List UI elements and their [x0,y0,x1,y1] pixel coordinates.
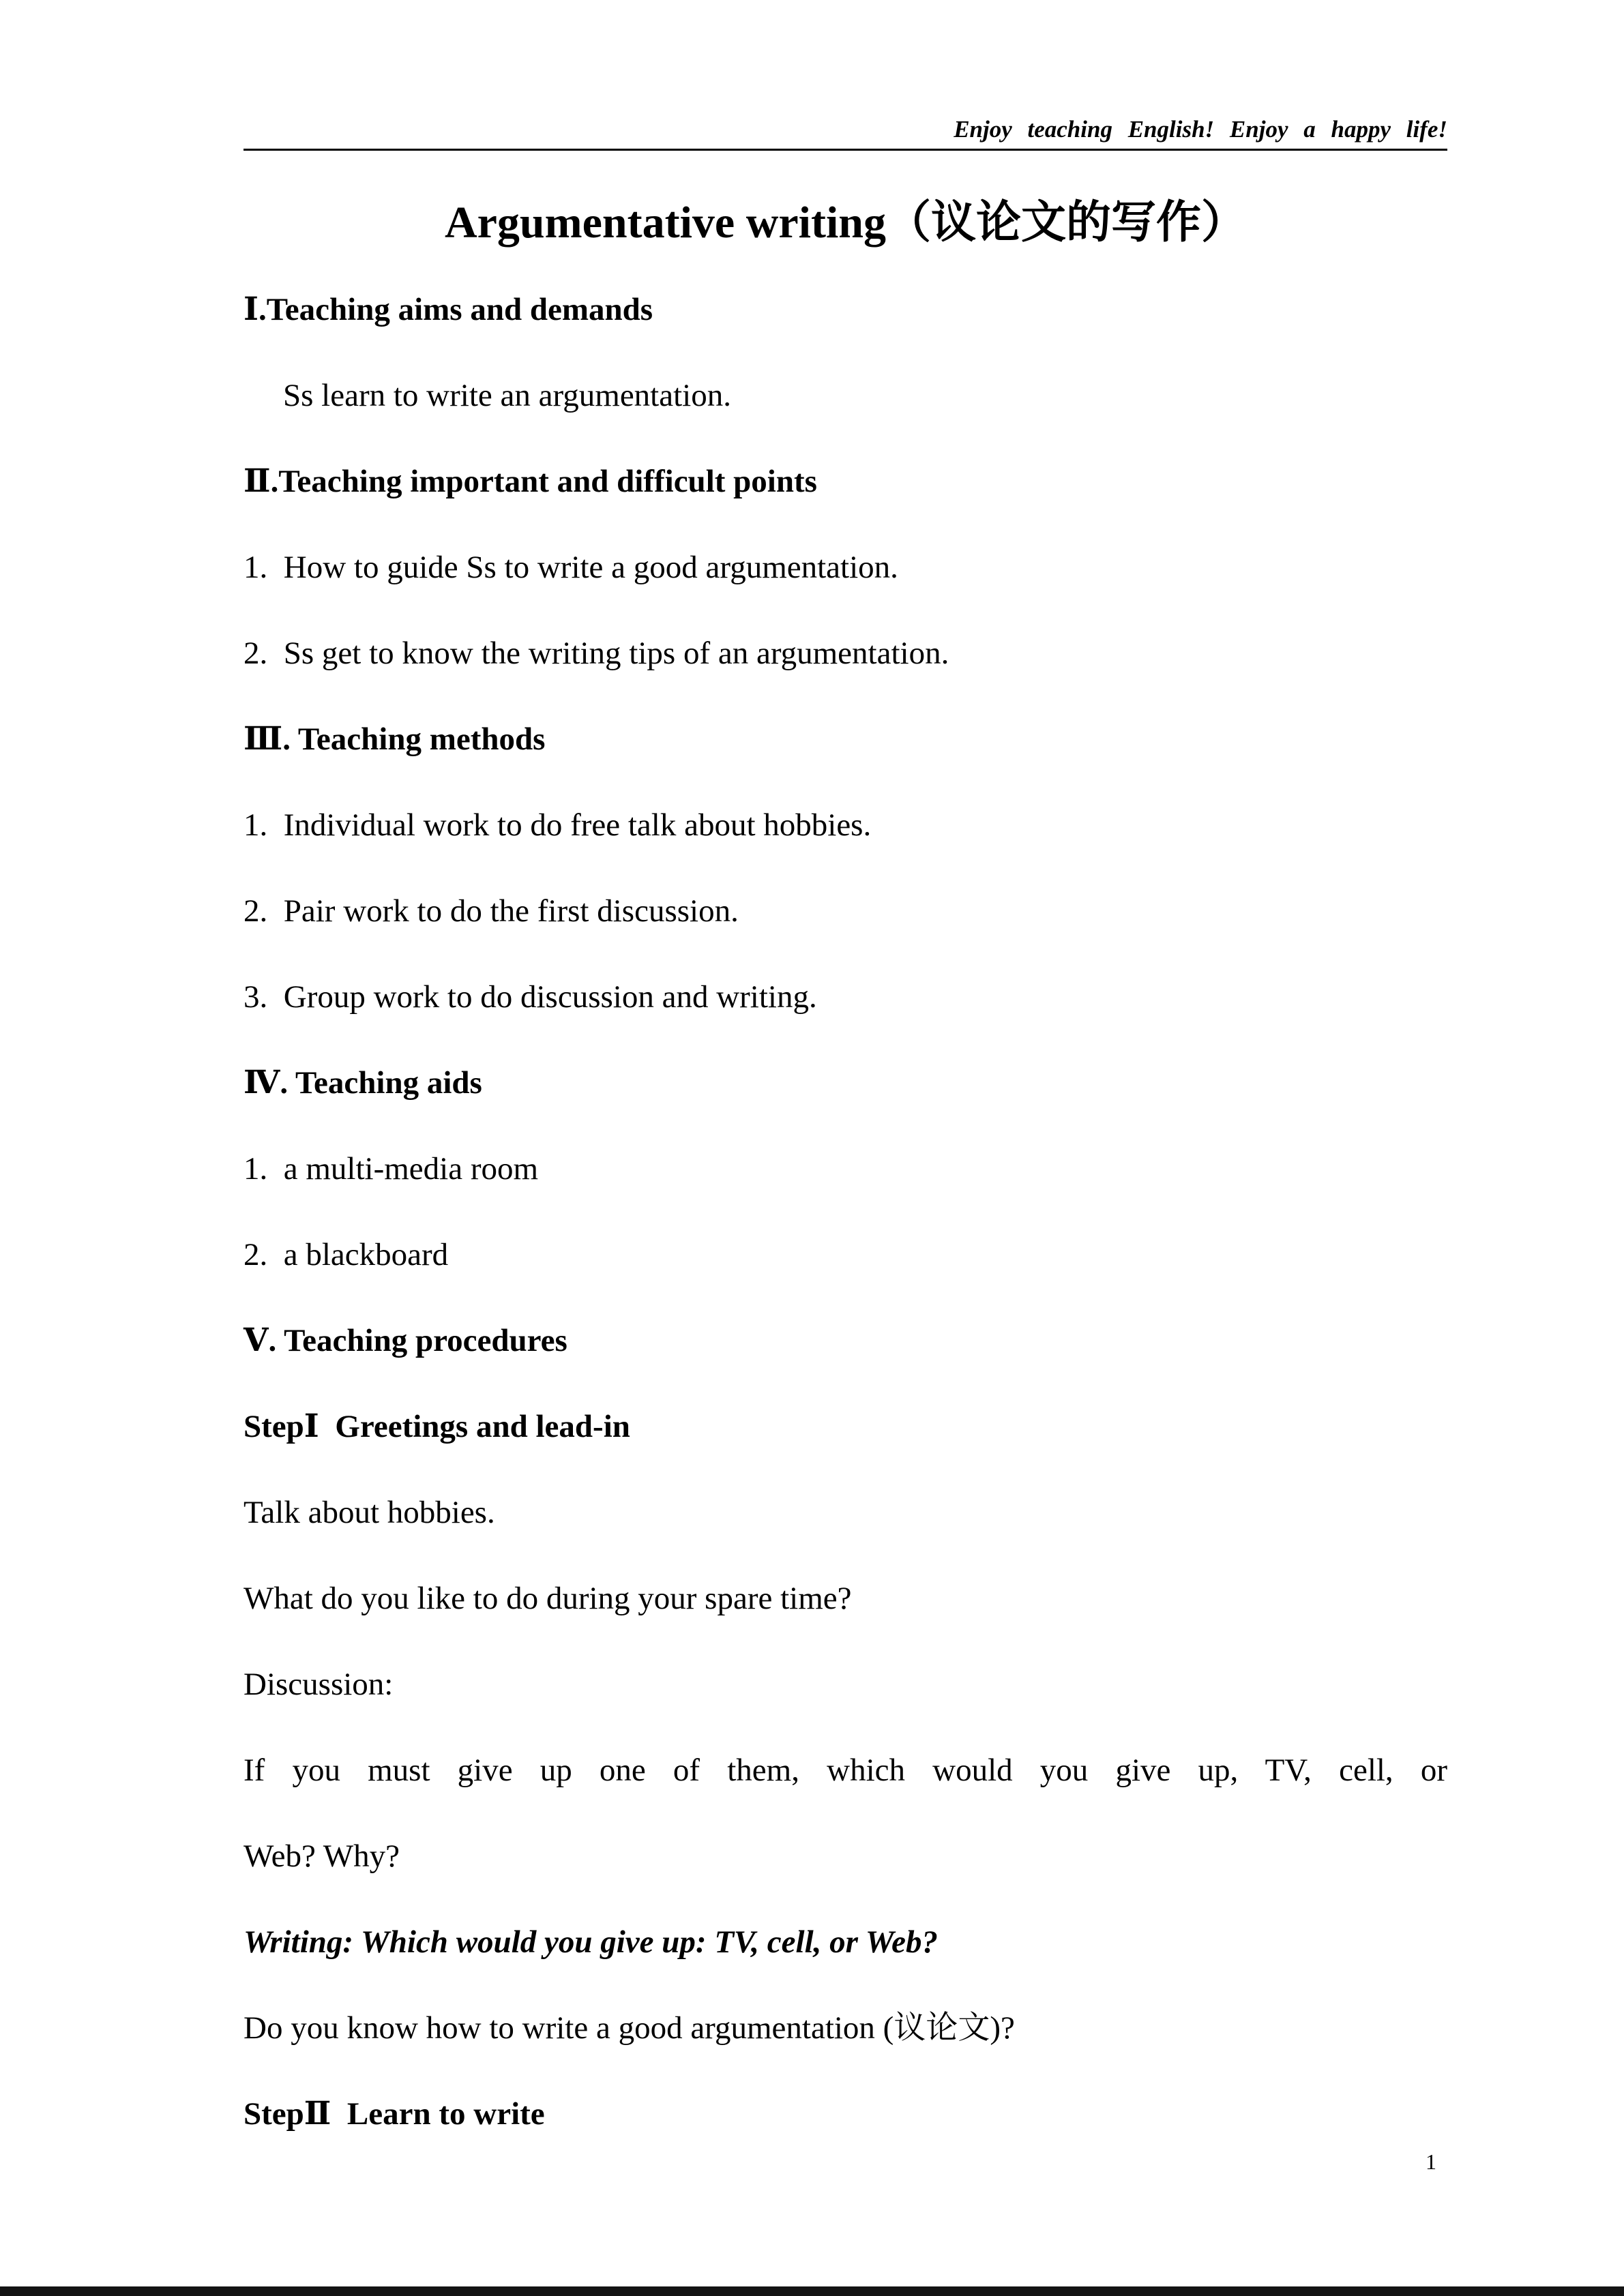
section-heading: Ⅲ. Teaching methods [243,721,546,757]
section-heading: Ⅳ. Teaching aids [243,1065,482,1101]
list-item: 3. Group work to do discussion and writing. [243,979,817,1015]
section-heading: Ⅰ.Teaching aims and demands [243,292,653,327]
paragraph-line: Discussion: [243,1667,394,1702]
paragraph-line: Talk about hobbies. [243,1495,495,1530]
paragraph-line: Ss learn to write an argumentation. [283,378,731,413]
paragraph-line: What do you like to do during your spare time? [243,1581,852,1616]
document-title: Argumentative writing（议论文的写作） [444,198,1247,248]
list-item: 2. Ss get to know the writing tips of an argumentation. [243,636,949,671]
header-rule [243,149,1447,151]
list-item: 2. Pair work to do the first discussion. [243,893,739,929]
list-item: 1. a multi-media room [243,1151,539,1187]
page-number: 1 [1426,2149,1436,2174]
page-bottom-edge [0,2286,1624,2296]
section-heading: Ⅱ.Teaching important and difficult points [243,464,817,499]
step-heading: StepⅠ Greetings and lead-in [243,1409,630,1444]
paragraph-line: Web? Why? [243,1838,400,1874]
header-slogan: Enjoy teaching English! Enjoy a happy life! [954,116,1447,143]
list-item: 1. Individual work to do free talk about hobbies. [243,807,872,843]
list-item: 1. How to guide Ss to write a good argumentation. [243,550,898,585]
writing-prompt: Writing: Which would you give up: TV, cell, or Web? [243,1924,939,1960]
section-heading: Ⅴ. Teaching procedures [243,1323,567,1358]
list-item: 2. a blackboard [243,1237,449,1272]
paragraph-line: Do you know how to write a good argumentation (议论文)? [243,2010,1015,2046]
paragraph-line-justified: If you must give up one of them, which would you give up, TV, cell, or [243,1753,1447,1788]
step-heading: StepⅡ Learn to write [243,2096,545,2132]
